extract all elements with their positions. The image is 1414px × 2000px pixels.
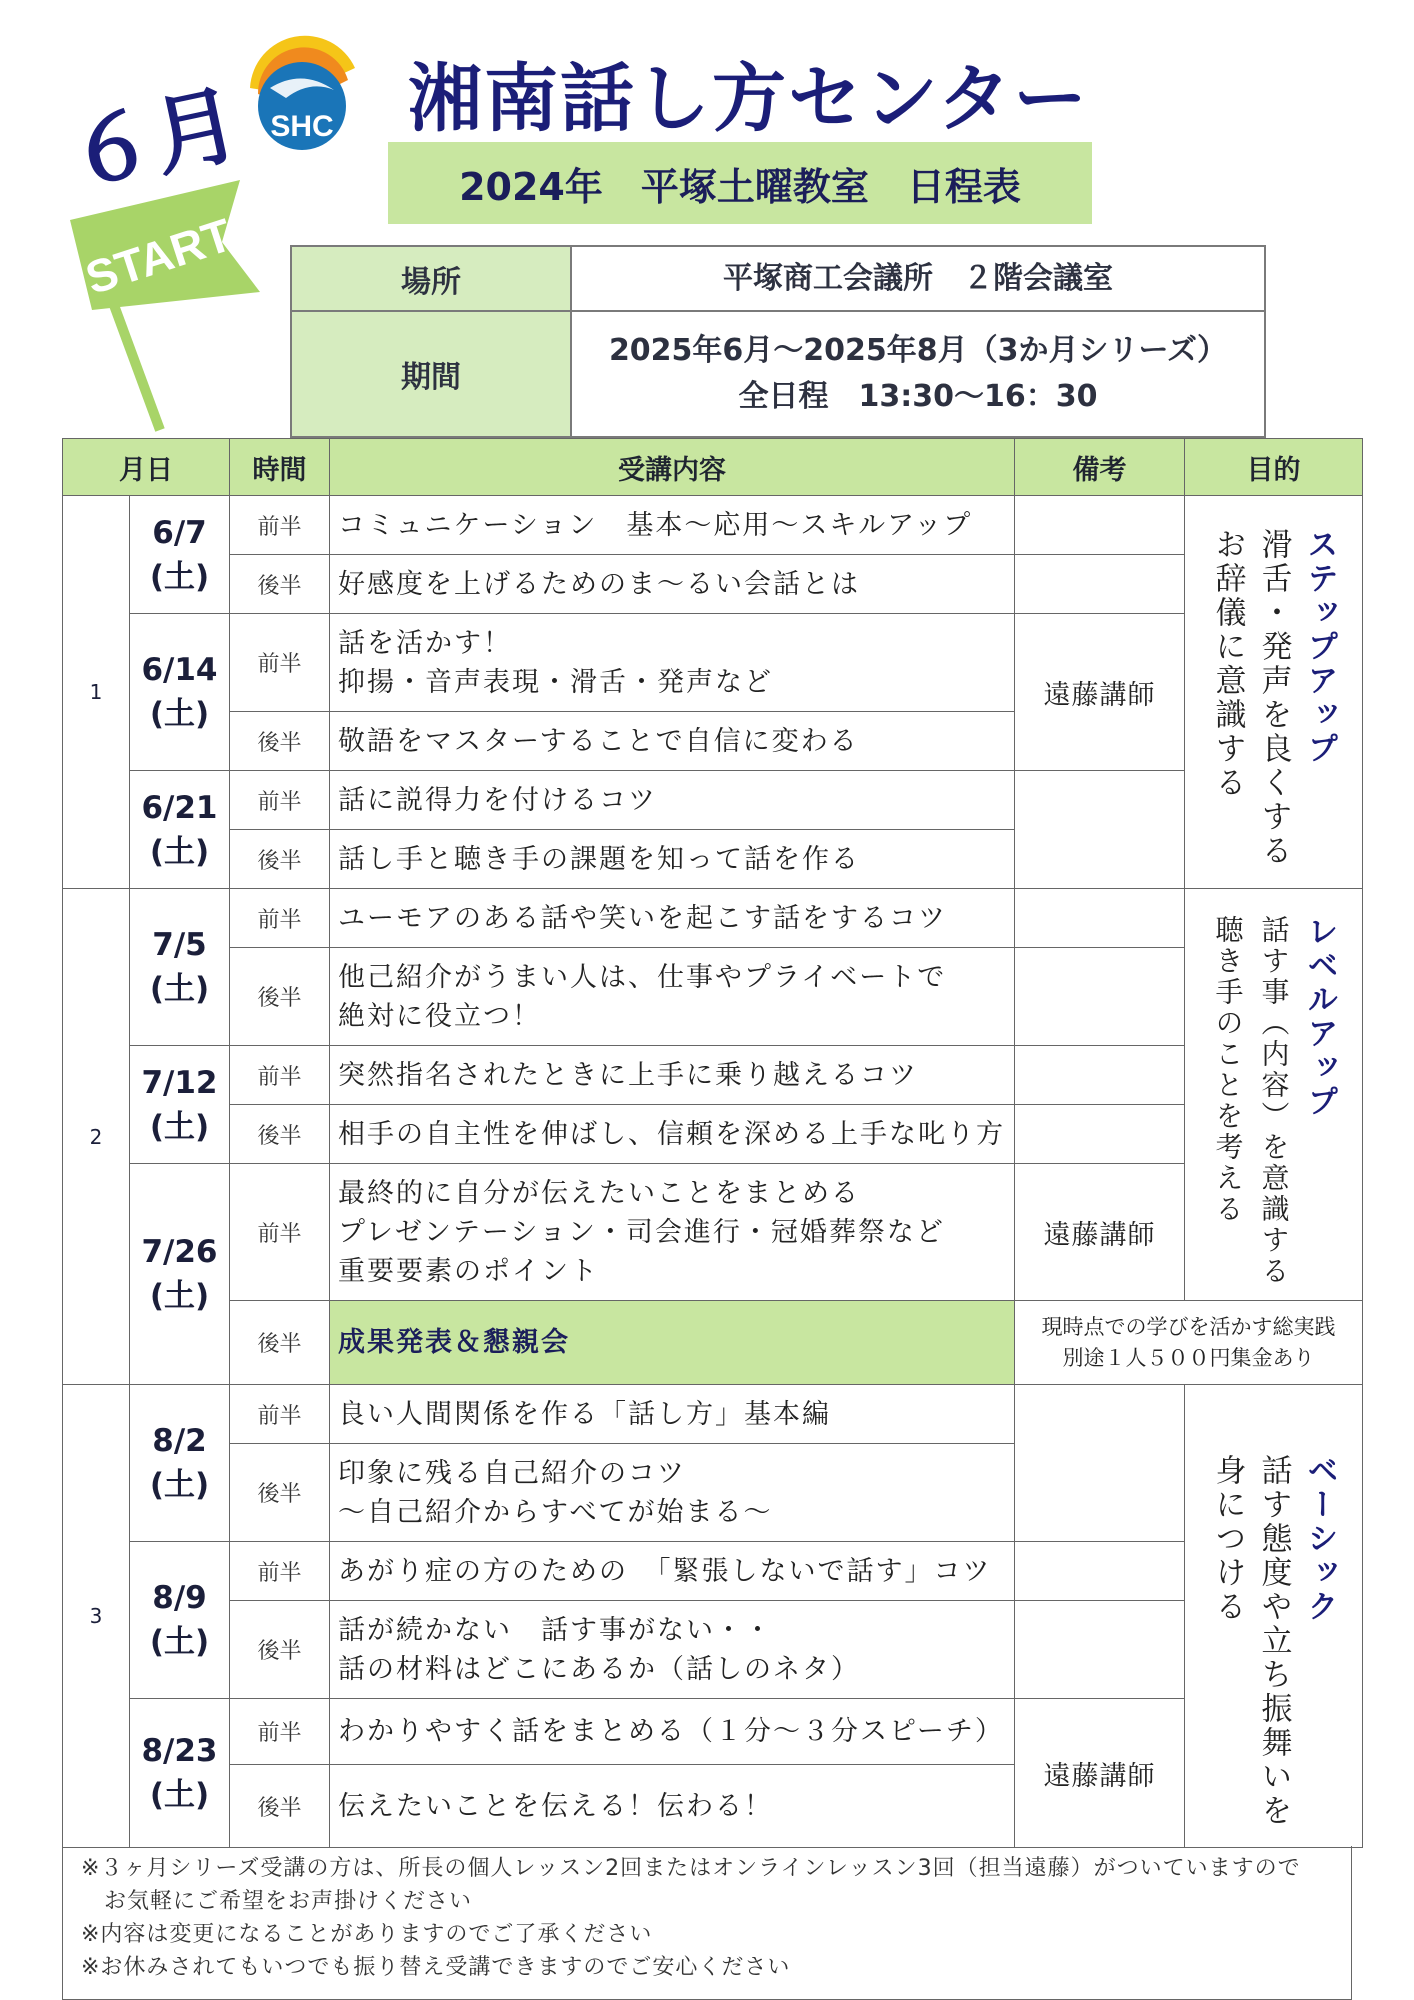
session-content: 話に説得力を付けるコツ xyxy=(330,771,1015,830)
purpose-title: ベーシック xyxy=(1301,1454,1338,1624)
session-date: 6/21 (土) xyxy=(130,771,230,889)
header-notes: 備考 xyxy=(1015,439,1185,496)
half-label: 前半 xyxy=(230,889,330,948)
header-date: 月日 xyxy=(63,439,230,496)
note-cell xyxy=(1015,555,1185,614)
start-flag xyxy=(50,180,280,440)
header-time: 時間 xyxy=(230,439,330,496)
session-content: 他己紹介がうまい人は、仕事やプライベートで 絶対に役立つ！ xyxy=(330,948,1015,1046)
footnote-line: ※内容は変更になることがありますのでご了承ください xyxy=(81,1922,653,1947)
half-label: 後半 xyxy=(230,830,330,889)
session-content: コミュニケーション 基本～応用～スキルアップ xyxy=(330,496,1015,555)
half-label: 後半 xyxy=(230,712,330,771)
purpose-line: 話す態度や立ち振舞いを xyxy=(1255,1454,1292,1828)
note-cell xyxy=(1015,1105,1185,1164)
session-date: 8/2 (土) xyxy=(130,1385,230,1542)
subtitle-bar xyxy=(388,142,1092,224)
place-label: 場所 xyxy=(291,246,571,311)
half-label: 前半 xyxy=(230,1046,330,1105)
footnote-line: ※３ヶ月シリーズ受講の方は、所長の個人レッスン2回またはオンラインレッスン3回（担当遠藤）がついていますので xyxy=(81,1856,1301,1881)
session-date: 6/7 (土) xyxy=(130,496,230,614)
purpose-cell xyxy=(1185,496,1363,889)
session-content: 伝えたいことを伝える！伝わる！ xyxy=(330,1765,1015,1848)
note-cell xyxy=(1015,948,1185,1046)
period-value xyxy=(571,311,1265,437)
note-cell xyxy=(1015,1385,1185,1542)
session-date: 8/23 (土) xyxy=(130,1699,230,1848)
note-cell xyxy=(1015,771,1185,889)
session-date: 6/14 (土) xyxy=(130,614,230,771)
session-date: 8/9 (土) xyxy=(130,1542,230,1699)
half-label: 前半 xyxy=(230,614,330,712)
note-cell xyxy=(1015,1046,1185,1105)
header-purpose: 目的 xyxy=(1185,439,1363,496)
purpose-title: レベルアップ xyxy=(1301,914,1338,1119)
purpose-line: 滑舌・発声を良くする xyxy=(1255,528,1292,868)
session-content: わかりやすく話をまとめる（１分～３分スピーチ） xyxy=(330,1699,1015,1765)
session-date: 7/12 (土) xyxy=(130,1046,230,1164)
session-content: 話を活かす！ 抑揚・音声表現・滑舌・発声など xyxy=(330,614,1015,712)
note-cell xyxy=(1015,496,1185,555)
month-label: ６月 xyxy=(59,73,249,208)
purpose-line: 身につける xyxy=(1209,1454,1246,1624)
period-label: 期間 xyxy=(291,311,571,437)
month-number: 1 xyxy=(63,496,130,889)
instructor-note: 遠藤講師 xyxy=(1015,1699,1185,1848)
final-session-note: 現時点での学びを活かす総実践 別途１人５００円集金あり xyxy=(1015,1301,1363,1385)
session-content: 突然指名されたときに上手に乗り越えるコツ xyxy=(330,1046,1015,1105)
half-label: 後半 xyxy=(230,1601,330,1699)
half-label: 前半 xyxy=(230,771,330,830)
note-cell xyxy=(1015,1601,1185,1699)
footnote-line: ※お休みされてもいつでも振り替え受講できますのでご安心ください xyxy=(81,1955,791,1980)
session-date: 7/26 (土) xyxy=(130,1164,230,1385)
footnote-line: お気軽にご希望をお声掛けください xyxy=(81,1889,473,1914)
session-content: あがり症の方のための 「緊張しないで話す」コツ xyxy=(330,1542,1015,1601)
period-time: 全日程 13:30～16：30 xyxy=(738,379,1098,414)
instructor-note: 遠藤講師 xyxy=(1015,1164,1185,1301)
purpose-title: ステップアップ xyxy=(1301,528,1338,766)
session-date: 7/5 (土) xyxy=(130,889,230,1046)
half-label: 後半 xyxy=(230,1765,330,1848)
session-content: 好感度を上げるためのま～るい会話とは xyxy=(330,555,1015,614)
half-label: 前半 xyxy=(230,1699,330,1765)
header-content: 受講内容 xyxy=(330,439,1015,496)
schedule-subtitle: 2024年 平塚土曜教室 日程表 xyxy=(459,164,1021,209)
period-range: 2025年6月～2025年8月（3か月シリーズ） xyxy=(608,333,1228,368)
session-content: 敬語をマスターすることで自信に変わる xyxy=(330,712,1015,771)
half-label: 後半 xyxy=(230,1105,330,1164)
start-flag-text: START xyxy=(79,208,239,305)
half-label: 前半 xyxy=(230,1542,330,1601)
session-content: 印象に残る自己紹介のコツ ～自己紹介からすべてが始まる～ xyxy=(330,1444,1015,1542)
month-number: 2 xyxy=(63,889,130,1385)
half-label: 後半 xyxy=(230,1444,330,1542)
half-label: 前半 xyxy=(230,1385,330,1444)
half-label: 後半 xyxy=(230,555,330,614)
session-content: 話が続かない 話す事がない・・ 話の材料はどこにあるか（話しのネタ） xyxy=(330,1601,1015,1699)
session-content: 相手の自主性を伸ばし、信頼を深める上手な叱り方 xyxy=(330,1105,1015,1164)
session-content: 話し手と聴き手の課題を知って話を作る xyxy=(330,830,1015,889)
place-value: 平塚商工会議所 ２階会議室 xyxy=(571,246,1265,311)
footnotes xyxy=(62,1846,1352,2000)
session-content-highlight: 成果発表＆懇親会 xyxy=(330,1301,1015,1385)
purpose-cell xyxy=(1185,889,1363,1301)
session-content: 最終的に自分が伝えたいことをまとめる プレゼンテーション・司会進行・冠婚葬祭など 重要要素のポイント xyxy=(330,1164,1015,1301)
note-cell xyxy=(1015,1542,1185,1601)
instructor-note: 遠藤講師 xyxy=(1015,614,1185,771)
purpose-line: お辞儀に意識する xyxy=(1209,528,1246,800)
logo-text: SHC xyxy=(270,110,334,143)
half-label: 前半 xyxy=(230,496,330,555)
note-cell xyxy=(1015,889,1185,948)
session-content: ユーモアのある話や笑いを起こす話をするコツ xyxy=(330,889,1015,948)
month-number: 3 xyxy=(63,1385,130,1848)
info-table xyxy=(290,245,1266,438)
purpose-line: 話す事（内容）を意識する xyxy=(1257,914,1291,1287)
purpose-cell xyxy=(1185,1385,1363,1848)
session-content: 良い人間関係を作る「話し方」基本編 xyxy=(330,1385,1015,1444)
half-label: 前半 xyxy=(230,1164,330,1301)
half-label: 後半 xyxy=(230,948,330,1046)
shc-logo xyxy=(230,18,375,153)
brand-title: 湘南話し方センター xyxy=(408,56,1090,142)
purpose-line: 聴き手のことを考える xyxy=(1211,914,1245,1225)
half-label: 後半 xyxy=(230,1301,330,1385)
schedule-table xyxy=(62,438,1363,1848)
